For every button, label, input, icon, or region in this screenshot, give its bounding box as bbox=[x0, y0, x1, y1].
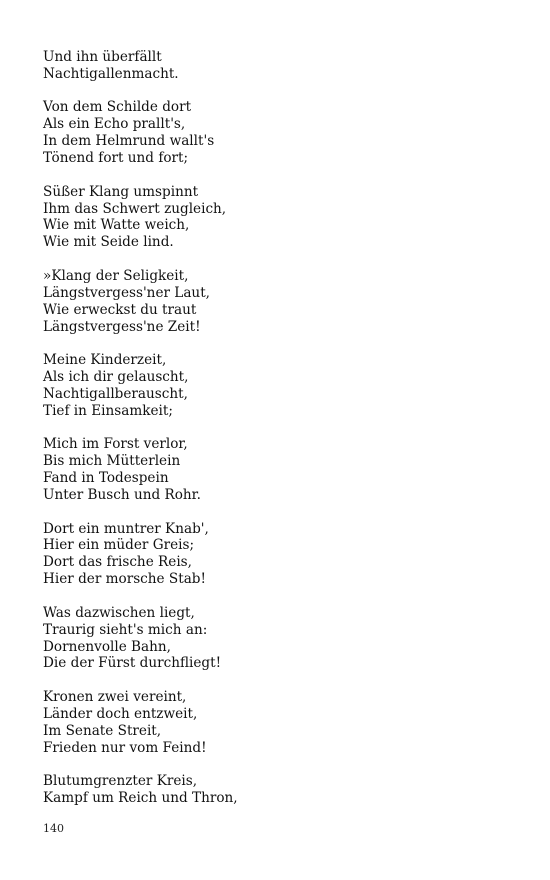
verse-line: Wie mit Watte weich, bbox=[43, 217, 190, 234]
verse-line: Wie mit Seide lind. bbox=[43, 234, 174, 251]
verse-line: Längstvergess'ne Zeit! bbox=[43, 318, 201, 335]
stanza bbox=[43, 436, 503, 504]
verse-line: Frieden nur vom Feind! bbox=[43, 739, 207, 756]
verse-line: Tönend fort und fort; bbox=[43, 150, 189, 167]
verse-line: Unter Busch und Rohr. bbox=[43, 487, 201, 503]
stanza bbox=[43, 268, 503, 336]
verse-line: Dornenvolle Bahn, bbox=[43, 638, 171, 655]
verse-line: In dem Helmrund wallt's bbox=[43, 133, 215, 150]
verse-line: Länder doch entzweit, bbox=[43, 705, 198, 722]
verse-line: Mich im Forst verlor, bbox=[43, 436, 188, 453]
verse-line: Im Senate Streit, bbox=[43, 722, 162, 739]
verse-line: »Klang der Seligkeit, bbox=[43, 267, 189, 284]
verse-line: Und ihn überfällt bbox=[43, 49, 162, 65]
verse-line: Ihm das Schwert zugleich, bbox=[43, 200, 227, 217]
verse-line: Wie erweckst du traut bbox=[43, 301, 197, 318]
stanza bbox=[43, 773, 503, 807]
stanza bbox=[43, 352, 503, 420]
stanza bbox=[43, 689, 503, 757]
verse-line: Traurig sieht's mich an: bbox=[43, 621, 208, 638]
verse-line: Kampf um Reich und Thron, bbox=[43, 790, 238, 807]
verse-line: Als ich dir gelauscht, bbox=[43, 368, 189, 385]
verse-line: Was dazwischen liegt, bbox=[43, 604, 195, 621]
verse-line: Süßer Klang umspinnt bbox=[43, 183, 199, 200]
poem-text bbox=[43, 49, 503, 824]
verse-line: Dort das frische Reis, bbox=[43, 554, 192, 571]
verse-line: Bis mich Mütterlein bbox=[43, 453, 181, 470]
stanza bbox=[43, 184, 503, 252]
verse-line: Die der Fürst durchfliegt! bbox=[43, 655, 222, 672]
verse-line: Als ein Echo prallt's, bbox=[43, 116, 186, 133]
stanza bbox=[43, 605, 503, 673]
verse-line: Nachtigallenmacht. bbox=[43, 65, 179, 82]
verse-line: Blutumgrenzter Kreis, bbox=[43, 773, 198, 790]
page-number: 140 bbox=[43, 822, 64, 835]
verse-line: Kronen zwei vereint, bbox=[43, 688, 187, 705]
verse-line: Dort ein muntrer Knab', bbox=[43, 520, 209, 537]
verse-line: Meine Kinderzeit, bbox=[43, 352, 167, 369]
verse-line: Nachtigallberauscht, bbox=[43, 385, 188, 402]
stanza bbox=[43, 99, 503, 167]
verse-line: Längstvergess'ner Laut, bbox=[43, 284, 210, 301]
stanza bbox=[43, 521, 503, 589]
verse-line: Hier ein müder Greis; bbox=[43, 537, 195, 554]
stanza bbox=[43, 49, 503, 83]
verse-line: Tief in Einsamkeit; bbox=[43, 402, 173, 419]
verse-line: Fand in Todespein bbox=[43, 470, 169, 487]
verse-line: Hier der morsche Stab! bbox=[43, 571, 206, 588]
verse-line: Von dem Schilde dort bbox=[43, 99, 192, 116]
